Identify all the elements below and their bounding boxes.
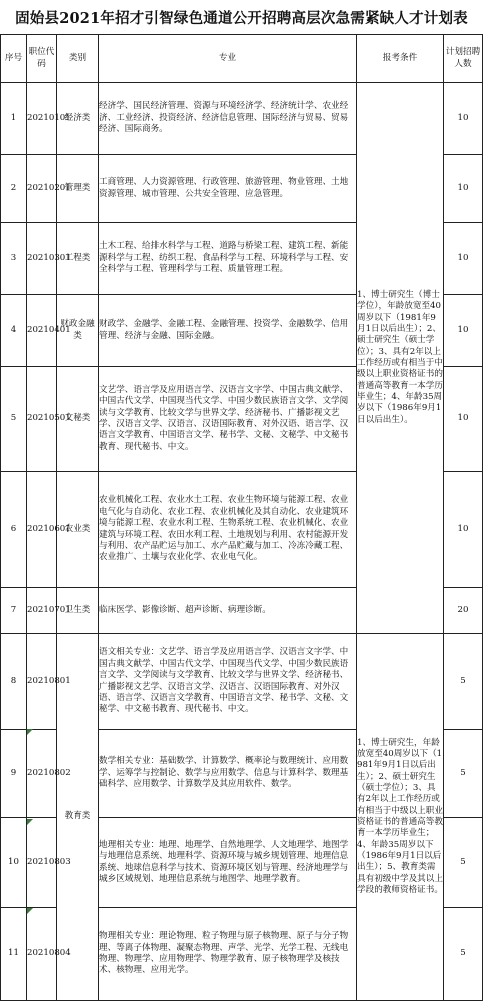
- code-cell: 20210801: [27, 634, 57, 730]
- conditions-cell-education: 1、博士研究生，年龄放宽至40周岁以下（1981年9月1日以后出生）；2、硕士研究生（硕士学位）；3、具有2年以上工作经历或有相当于中级以上职业资格证书的普通高等教育一本学历毕业生；4、年龄35周岁以下（1986年9月1日以后出生）；5、教育类需具有初级中学及其以上学段的教师资格证书。: [357, 634, 444, 1001]
- count-cell: 20: [444, 588, 483, 634]
- count-cell: 5: [444, 818, 483, 908]
- seq-cell: 4: [1, 295, 27, 367]
- major-cell: 语文相关专业：文艺学、语言学及应用语言学、汉语言文字学、中国古典文献学、中国古代文学、中国现当代文学、中国少数民族语言文学、文学阅读与文学教育、比较文学与世界文学、经济秘书、广播影视文艺学、汉语言文学、汉语言、汉语国际教育、对外汉语、语言学、汉语言文学教育、中国语言文学、秘书学、文秘、文秘学、中文秘书教育、现代秘书、中文。: [99, 634, 357, 730]
- cell-marker-icon: [27, 819, 33, 825]
- major-cell: 土木工程、给排水科学与工程、道路与桥梁工程、建筑工程、新能源科学与工程、纺织工程、食品科学与工程、环境科学与工程、安全科学与工程、管理科学与工程、质量管理工程。: [99, 223, 357, 295]
- code-cell: 20210701: [27, 588, 57, 634]
- category-cell: 经济类: [57, 83, 99, 155]
- major-cell: 农业机械化工程、农业水土工程、农业生物环境与能源工程、农业电气化与自动化、农业工程、农业机械化及其自动化、农业建筑环境与能源工程、农业水利工程、生物系统工程、农业机械化、农业建筑与环境工程、农田水利工程、土地规划与利用、农村能源开发与利用、农产品贮运与加工、水产品贮藏与加工、冷冻冷藏工程、农业推广、土壤与农业化学、农业电气化。: [99, 472, 357, 588]
- cell-marker-icon: [27, 729, 33, 735]
- table-row: [1, 83, 483, 155]
- category-cell: 财政金融类: [57, 295, 99, 367]
- recruitment-plan-table: [0, 34, 483, 1001]
- conditions-cell-general: 1、博士研究生（博士学位），年龄放宽至40周岁以下（1981年9月1日以后出生）；2、硕士研究生（硕士学位）；3、具有2年以上工作经历或有相当于中级以上职业资格证书的普通高等教育一本学历毕业生；4、年龄35周岁以下（1986年9月1日以后出生）。: [357, 83, 444, 634]
- seq-cell: 2: [1, 155, 27, 223]
- major-cell: 临床医学、影像诊断、超声诊断、病理诊断。: [99, 588, 357, 634]
- header-code: 职位代码: [27, 35, 57, 83]
- table-row: [1, 634, 483, 730]
- count-cell: 10: [444, 155, 483, 223]
- seq-cell: 1: [1, 83, 27, 155]
- major-cell: 物理相关专业：理论物理、粒子物理与原子核物理、原子与分子物理、等离子体物理、凝聚态物理、声学、光学、光学工程、无线电物理、物理学、应用物理学、物理学教育、原子核物理学及核技术、核物理、应用光学。: [99, 908, 357, 1001]
- seq-cell: 10: [1, 818, 27, 908]
- category-cell: 农业类: [57, 472, 99, 588]
- category-cell: 管理类: [57, 155, 99, 223]
- seq-cell: 9: [1, 730, 27, 818]
- code-cell: 20210401: [27, 295, 57, 367]
- page-title: 固始县2021年招才引智绿色通道公开招聘高层次急需紧缺人才计划表: [15, 9, 468, 27]
- code-cell: 20210804: [27, 908, 57, 1001]
- count-cell: 10: [444, 295, 483, 367]
- seq-cell: 8: [1, 634, 27, 730]
- seq-cell: 11: [1, 908, 27, 1001]
- code-cell: 20210501: [27, 367, 57, 472]
- count-cell: 5: [444, 908, 483, 1001]
- category-cell: 卫生类: [57, 588, 99, 634]
- category-cell: 文秘类: [57, 367, 99, 472]
- major-cell: 经济学、国民经济管理、资源与环境经济学、经济统计学、农业经济、工业经济、投资经济、经济信息管理、国际经济与贸易、贸易经济、国际商务。: [99, 83, 357, 155]
- major-cell: 数学相关专业：基础数学、计算数学、概率论与数理统计、应用数学、运筹学与控制论、数学与应用数学、信息与计算科学、数理基础科学、应用数学、计算数学及其应用软件、数学。: [99, 730, 357, 818]
- seq-cell: 7: [1, 588, 27, 634]
- major-cell: 地理相关专业：地理、地理学、自然地理学、人文地理学、地图学与地理信息系统、地理科学、资源环境与城乡规划管理、地理信息系统、地球信息科学与技术、资源环境区划与管理、经济地理学与城乡区域规划、地理信息系统与地图学、地理学教育。: [99, 818, 357, 908]
- seq-cell: 3: [1, 223, 27, 295]
- code-cell: 20210301: [27, 223, 57, 295]
- code-cell: 20210201: [27, 155, 57, 223]
- code-cell: 20210803: [27, 818, 57, 908]
- major-cell: 文艺学、语言学及应用语言学、汉语言文字学、中国古典文献学、中国古代文学、中国现当代文学、中国少数民族语言文学、文学阅读与文学教育、比较文学与世界文学、经济秘书、广播影视文艺学、汉语言文学、汉语言、汉语国际教育、对外汉语、语言学、汉语言文学教育、中国语言文学、秘书学、文秘、文秘学、中文秘书教育、现代秘书、中文。: [99, 367, 357, 472]
- header-seq: 序号: [1, 35, 27, 83]
- code-cell: 20210101: [27, 83, 57, 155]
- category-cell-education: 教育类: [57, 634, 99, 1001]
- count-cell: 10: [444, 472, 483, 588]
- seq-cell: 6: [1, 472, 27, 588]
- count-cell: 10: [444, 367, 483, 472]
- header-conditions: 报考条件: [357, 35, 444, 83]
- code-cell: 20210802: [27, 730, 57, 818]
- count-cell: 10: [444, 223, 483, 295]
- category-cell: 工程类: [57, 223, 99, 295]
- count-cell: 10: [444, 83, 483, 155]
- header-category: 类别: [57, 35, 99, 83]
- count-cell: 5: [444, 730, 483, 818]
- seq-cell: 5: [1, 367, 27, 472]
- major-cell: 财政学、金融学、金融工程、金融管理、投资学、金融数学、信用管理、经济与金融、国际金融。: [99, 295, 357, 367]
- header-count: 计划招聘人数: [444, 35, 483, 83]
- count-cell: 5: [444, 634, 483, 730]
- major-cell: 工商管理、人力资源管理、行政管理、旅游管理、物业管理、土地资源管理、城市管理、公共安全管理、应急管理。: [99, 155, 357, 223]
- cell-marker-icon: [27, 908, 33, 914]
- header-row: [1, 35, 483, 83]
- header-major: 专业: [99, 35, 357, 83]
- code-cell: 20210601: [27, 472, 57, 588]
